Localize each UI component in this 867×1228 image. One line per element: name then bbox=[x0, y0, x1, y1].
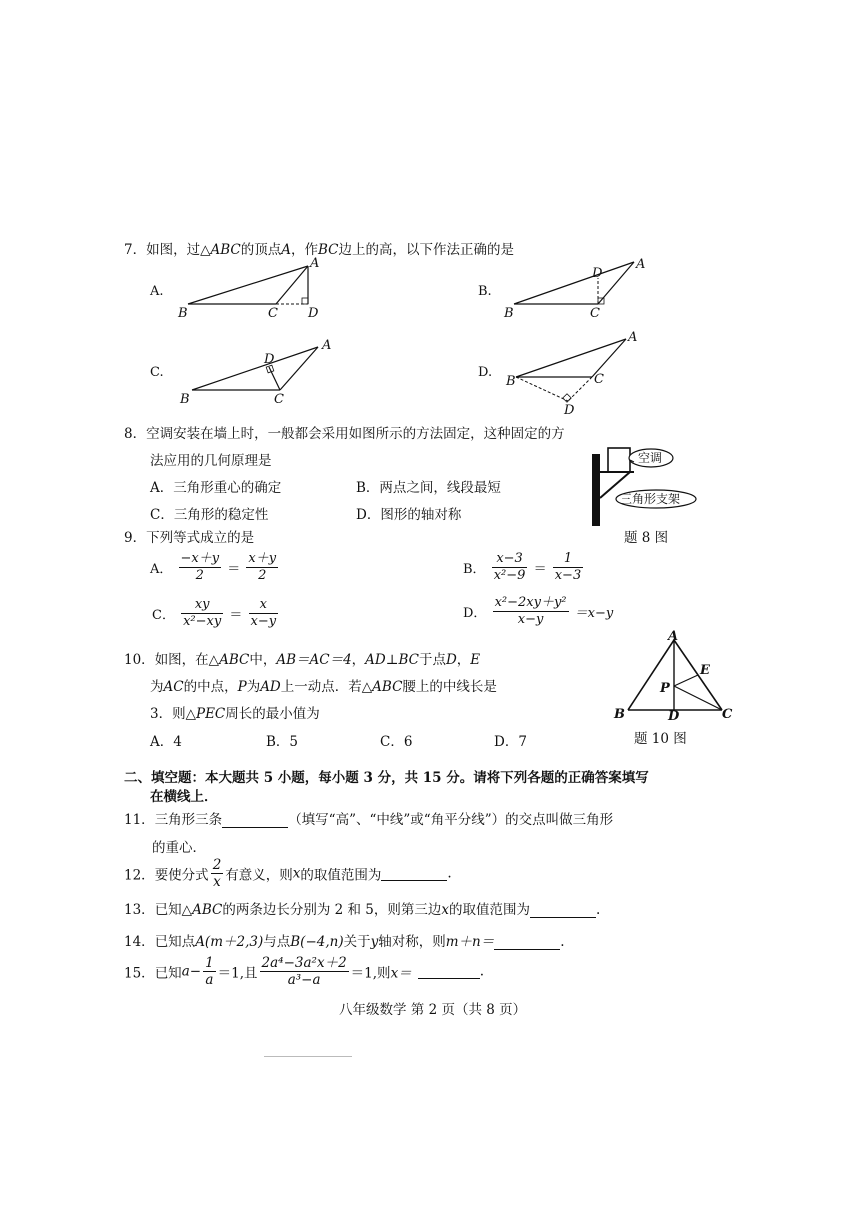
q10-option-b: B．5 bbox=[266, 734, 299, 750]
q7-option-c-label: C. bbox=[150, 365, 164, 380]
q10-point-d: D bbox=[668, 709, 680, 724]
q8-caption: 题 8 图 bbox=[624, 530, 669, 546]
q9-option-a: A． $\frac{-x+y}{2}$ ＝ $\frac{x+y}{2}$ bbox=[150, 551, 277, 583]
section2-heading-line2: 在横线上． bbox=[150, 789, 218, 805]
q7a-point-b: B bbox=[178, 306, 188, 321]
q7d-point-b: B bbox=[506, 374, 516, 389]
q7-option-b-label: B. bbox=[478, 284, 492, 299]
q12-line: 12．要使分式 $\frac{2}{x}$ 有意义，则x的取值范围为 . bbox=[124, 857, 452, 890]
q11-answer-blank[interactable] bbox=[222, 813, 288, 828]
q8-option-c: C．三角形的稳定性 bbox=[150, 507, 269, 523]
q7d-point-d: D bbox=[564, 403, 575, 418]
q8-option-d: D．图形的轴对称 bbox=[356, 507, 462, 523]
q15-line: 15．已知a− $\frac{1}{a}$ ＝1,且 $\frac{\text{2a⁴−3a²x＋2}}{\text{a³−a}}$ ＝1,则x＝ . bbox=[124, 955, 484, 988]
q8-label-support: 三角形支架 bbox=[620, 492, 681, 506]
q10-point-e: E bbox=[700, 663, 710, 678]
q7a-point-c: C bbox=[268, 306, 278, 321]
q7a-point-a: A bbox=[310, 256, 320, 271]
q9-option-c: C． $\frac{xy}{\text{x²−xy}}$ ＝ $\frac{x}{x-y}$ bbox=[152, 597, 277, 629]
q8-figure bbox=[586, 442, 706, 528]
q7c-point-c: C bbox=[274, 392, 284, 407]
q7a-point-d: D bbox=[308, 306, 319, 321]
page-footer: 八年级数学 第 2 页（共 8 页） bbox=[339, 1002, 527, 1018]
q8-stem-line1: 8．空调安装在墙上时，一般都会采用如图所示的方法固定，这种固定的方 bbox=[124, 426, 565, 442]
q14-answer-blank[interactable] bbox=[494, 935, 560, 950]
q8-label-ac: 空调 bbox=[638, 451, 663, 465]
q8-option-a: A．三角形重心的确定 bbox=[150, 480, 282, 496]
q10-point-b: B bbox=[614, 707, 625, 722]
q10-point-c: C bbox=[722, 707, 733, 722]
q7d-point-c: C bbox=[594, 372, 604, 387]
q7c-point-b: B bbox=[180, 392, 190, 407]
q11-line2: 的重心． bbox=[152, 840, 206, 856]
q10-stem-line1: 10．如图，在△ABC中，AB＝AC＝4，AD⊥BC于点D，E bbox=[124, 652, 481, 668]
scan-artifact-line bbox=[264, 1056, 352, 1057]
q7-figure-b bbox=[498, 254, 658, 324]
q14-line: 14．已知点A(m＋2,3)与点B(−4,n)关于y轴对称，则m＋n＝ . bbox=[124, 934, 565, 950]
q7-option-d-label: D. bbox=[478, 365, 493, 380]
q15-answer-blank[interactable] bbox=[418, 964, 480, 979]
q7b-point-a: A bbox=[636, 257, 646, 272]
q9-option-d: D． $\frac{\text{x²−2xy＋y²}}{x-y}$ ＝x−y bbox=[463, 595, 614, 627]
q11-line1: 11．三角形三条 （填写“高”、“中线”或“角平分线”）的交点叫做三角形 bbox=[124, 812, 614, 828]
q10-point-a: A bbox=[668, 629, 679, 644]
q13-answer-blank[interactable] bbox=[530, 903, 596, 918]
q7d-point-a: A bbox=[628, 330, 638, 345]
q13-line: 13．已知△ABC的两条边长分别为 2 和 5，则第三边x的取值范围为 . bbox=[124, 902, 601, 918]
q8-stem-line2: 法应用的几何原理是 bbox=[150, 453, 272, 469]
q7b-point-b: B bbox=[504, 306, 514, 321]
q7-stem: 7．如图，过△ABC的顶点A，作BC边上的高，以下作法正确的是 bbox=[124, 242, 514, 258]
q10-stem-line2: 为AC的中点，P为AD上一动点．若△ABC腰上的中线长是 bbox=[150, 679, 497, 695]
q9-stem: 9．下列等式成立的是 bbox=[124, 530, 255, 546]
q10-stem-line3: 3．则△PEC周长的最小值为 bbox=[150, 706, 320, 722]
section2-heading-line1: 二、填空题：本大题共 5 小题，每小题 3 分，共 15 分。请将下列各题的正确答案填写 bbox=[124, 770, 649, 786]
q7c-point-d: D bbox=[264, 352, 275, 367]
q7-figure-d bbox=[498, 325, 658, 420]
q7c-point-a: A bbox=[322, 338, 332, 353]
q10-figure bbox=[606, 628, 746, 726]
q10-option-d: D．7 bbox=[494, 734, 527, 750]
q9-option-b: B． $\frac{x-3}{\text{x²−9}}$ ＝ $\frac{1}{x-3}$ bbox=[463, 551, 582, 583]
q7b-point-c: C bbox=[590, 306, 600, 321]
q10-caption: 题 10 图 bbox=[634, 731, 687, 747]
q7-option-a-label: A. bbox=[150, 284, 164, 299]
q10-option-a: A．4 bbox=[150, 734, 182, 750]
q7b-point-d: D bbox=[592, 266, 603, 281]
q10-option-c: C．6 bbox=[380, 734, 413, 750]
q7-figure-a bbox=[170, 254, 330, 324]
q10-point-p: P bbox=[660, 681, 670, 696]
q7-figure-c bbox=[170, 335, 340, 410]
q8-option-b: B．两点之间，线段最短 bbox=[356, 480, 501, 496]
q12-answer-blank[interactable] bbox=[381, 866, 447, 881]
